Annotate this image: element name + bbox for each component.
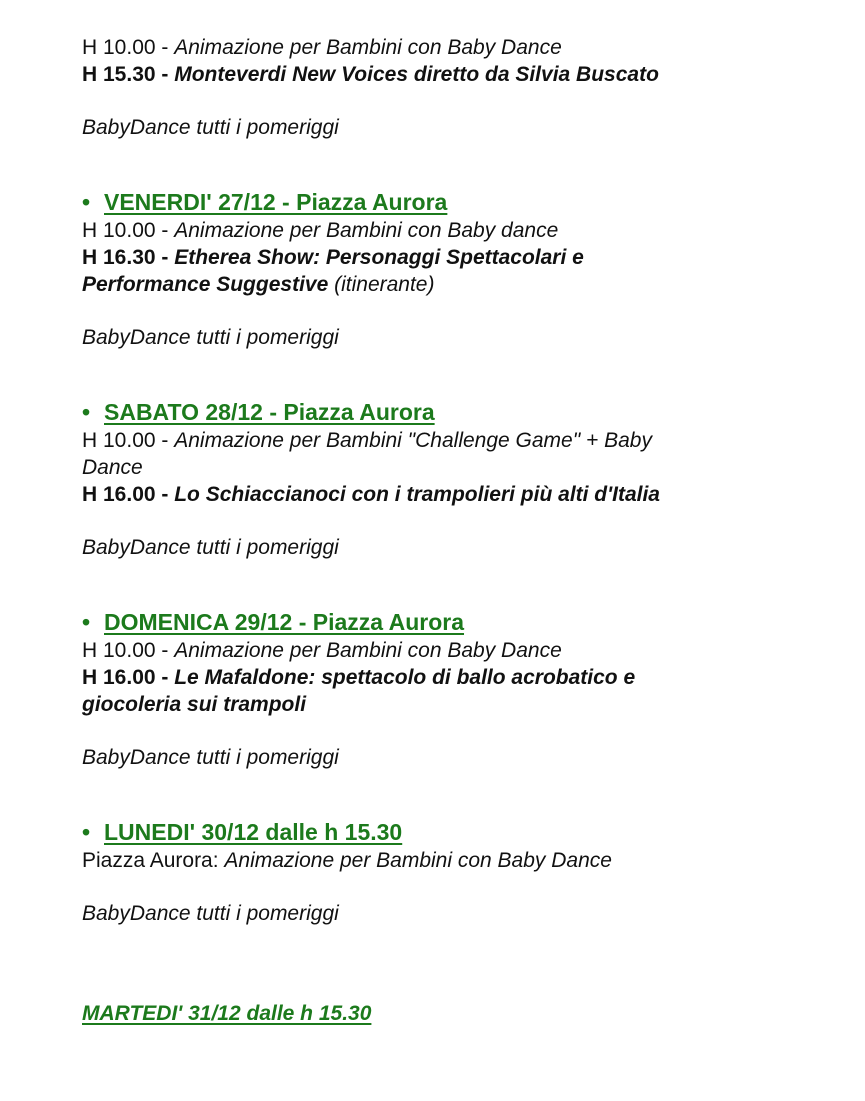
domenica-time-2: H 16.00 - bbox=[82, 666, 175, 689]
sabato-text-1b: Dance bbox=[82, 456, 143, 479]
venerdi-line-3 bbox=[82, 271, 842, 298]
sabato-time-2: H 16.00 - bbox=[82, 483, 175, 506]
domenica-line-3 bbox=[82, 691, 842, 718]
domenica-text-1: Animazione per Bambini con Baby Dance bbox=[174, 639, 562, 662]
venerdi-text-1: Animazione per Bambini con Baby dance bbox=[174, 219, 559, 242]
sabato-time-1: H 10.00 - bbox=[82, 429, 175, 452]
bullet-icon: • bbox=[82, 399, 91, 425]
venerdi-time-1: H 10.00 - bbox=[82, 219, 175, 242]
lunedi-line-1 bbox=[82, 847, 842, 874]
lunedi-heading bbox=[82, 817, 842, 847]
venerdi-text-2a: Etherea Show: Personaggi Spettacolari e bbox=[174, 246, 584, 269]
lunedi-link[interactable]: LUNEDI' 30/12 dalle h 15.30 bbox=[104, 819, 403, 845]
bullet-icon: • bbox=[82, 819, 91, 845]
bullet-icon: • bbox=[82, 609, 91, 635]
sabato-line-1 bbox=[82, 427, 842, 454]
venerdi-heading bbox=[82, 187, 842, 217]
venerdi-line-2 bbox=[82, 244, 842, 271]
intro-line-2 bbox=[82, 61, 842, 88]
domenica-heading bbox=[82, 607, 842, 637]
domenica-time-1: H 10.00 - bbox=[82, 639, 175, 662]
intro-text-2: Monteverdi New Voices diretto da Silvia Buscato bbox=[174, 63, 659, 86]
sabato-heading bbox=[82, 397, 842, 427]
intro-time-2: H 15.30 - bbox=[82, 63, 175, 86]
domenica-babydance: BabyDance tutti i pomeriggi bbox=[82, 746, 339, 769]
sabato-text-1a: Animazione per Bambini "Challenge Game" + Baby bbox=[174, 429, 652, 452]
domenica-text-2b: giocoleria sui trampoli bbox=[82, 693, 307, 716]
venerdi-time-2: H 16.30 - bbox=[82, 246, 175, 269]
intro-babydance: BabyDance tutti i pomeriggi bbox=[82, 116, 339, 139]
sabato-link[interactable]: SABATO 28/12 - Piazza Aurora bbox=[104, 399, 435, 425]
venerdi-text-2b: Performance Suggestive bbox=[82, 273, 329, 296]
venerdi-line-1 bbox=[82, 217, 842, 244]
intro-line-1 bbox=[82, 34, 842, 61]
sabato-line-1b bbox=[82, 454, 842, 481]
venerdi-babydance: BabyDance tutti i pomeriggi bbox=[82, 326, 339, 349]
martedi-link[interactable]: MARTEDI' 31/12 dalle h 15.30 bbox=[82, 1002, 372, 1025]
venerdi-link[interactable]: VENERDI' 27/12 - Piazza Aurora bbox=[104, 189, 448, 215]
domenica-text-2a: Le Mafaldone: spettacolo di ballo acrobatico e bbox=[174, 666, 636, 689]
sabato-babydance: BabyDance tutti i pomeriggi bbox=[82, 536, 339, 559]
domenica-line-2 bbox=[82, 664, 842, 691]
domenica-line-1 bbox=[82, 637, 842, 664]
sabato-line-2 bbox=[82, 481, 842, 508]
martedi-heading bbox=[82, 999, 842, 1029]
bullet-icon: • bbox=[82, 189, 91, 215]
sabato-text-2: Lo Schiaccianoci con i trampolieri più alti d'Italia bbox=[174, 483, 660, 506]
intro-time-1: H 10.00 - bbox=[82, 36, 175, 59]
intro-text-1: Animazione per Bambini con Baby Dance bbox=[174, 36, 562, 59]
event-schedule bbox=[82, 34, 842, 1029]
venerdi-note: (itinerante) bbox=[328, 273, 435, 296]
lunedi-babydance: BabyDance tutti i pomeriggi bbox=[82, 902, 339, 925]
lunedi-place: Piazza Aurora: bbox=[82, 849, 225, 872]
lunedi-text-1: Animazione per Bambini con Baby Dance bbox=[224, 849, 612, 872]
domenica-link[interactable]: DOMENICA 29/12 - Piazza Aurora bbox=[104, 609, 465, 635]
